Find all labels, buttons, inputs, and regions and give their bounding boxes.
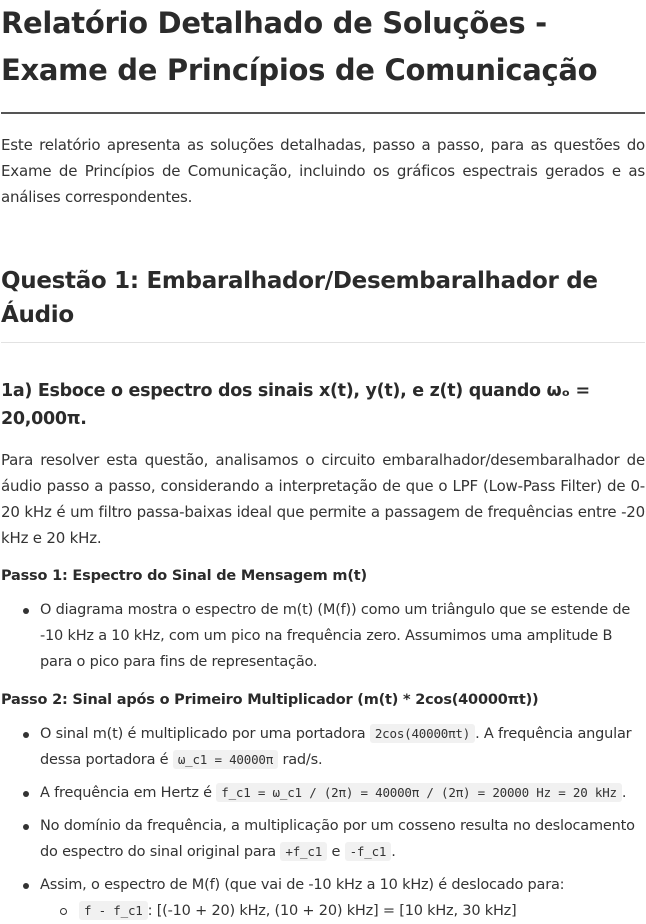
list-item: O diagrama mostra o espectro de m(t) (M(f)) como um triângulo que se estende de -10 kHz a 10 kHz, com um pico na frequência zero. Assumimos uma amplitude B para o pico para fins de representação. bbox=[40, 597, 645, 675]
inline-code: f_c1 = ω_c1 / (2π) = 40000π / (2π) = 20000 Hz = 20 kHz bbox=[216, 783, 622, 802]
list-item: No domínio da frequência, a multiplicação por um cosseno resulta no deslocamento do espectro do sinal original para +f_c1 e -f_c1 . bbox=[40, 813, 645, 865]
inline-code: +f_c1 bbox=[280, 842, 327, 861]
intro-paragraph: Este relatório apresenta as soluções detalhadas, passo a passo, para as questões do Exame de Princípios de Comunicação, incluindo os gráficos espectrais gerados e as análises correspondentes. bbox=[1, 136, 645, 206]
list-item: Assim, o espectro de M(f) (que vai de -10 kHz a 10 kHz) é deslocado para: f - f_c1 : [(-10 + 20) kHz, (10 + 20) kHz] = [10 kHz, 30 kHz] bbox=[40, 872, 645, 924]
question-1-heading: Questão 1: Embaralhador/Desembaralhador de Áudio bbox=[1, 264, 645, 343]
question-1a-heading: 1a) Esboce o espectro dos sinais x(t), y(t), e z(t) quando ωₒ = 20,000π. bbox=[1, 381, 590, 429]
inline-code: ω_c1 = 40000π bbox=[173, 750, 278, 769]
step-2-heading: Passo 2: Sinal após o Primeiro Multiplicador (m(t) * 2cos(40000πt)) bbox=[1, 692, 539, 708]
inline-code: -f_c1 bbox=[345, 842, 392, 861]
step-1-heading: Passo 1: Espectro do Sinal de Mensagem m(t) bbox=[1, 568, 367, 584]
question-1a-paragraph: Para resolver esta questão, analisamos o circuito embaralhador/desembaralhador de áudio passo a passo, considerando a interpretação de que o LPF (Low-Pass Filter) de 0-20 kHz é um filtro passa-baixas ideal que permite a passagem de frequências entre -20 kHz e 20 kHz. bbox=[1, 451, 645, 547]
step-2-list bbox=[1, 721, 645, 924]
step-1-list bbox=[1, 597, 645, 675]
inline-code: f - f_c1 bbox=[79, 901, 148, 920]
sub-list-item: f - f_c1 : [(-10 + 20) kHz, (10 + 20) kHz] = [10 kHz, 30 kHz] bbox=[79, 898, 645, 924]
sub-list bbox=[40, 898, 645, 924]
list-item: O sinal m(t) é multiplicado por uma portadora 2cos(40000πt) . A frequência angular dessa portadora é ω_c1 = 40000π rad/s. bbox=[40, 721, 645, 773]
inline-code: 2cos(40000πt) bbox=[370, 724, 475, 743]
report-title: Relatório Detalhado de Soluções - Exame de Princípios de Comunicação bbox=[1, 0, 645, 114]
list-item: A frequência em Hertz é f_c1 = ω_c1 / (2π) = 40000π / (2π) = 20000 Hz = 20 kHz . bbox=[40, 780, 645, 806]
